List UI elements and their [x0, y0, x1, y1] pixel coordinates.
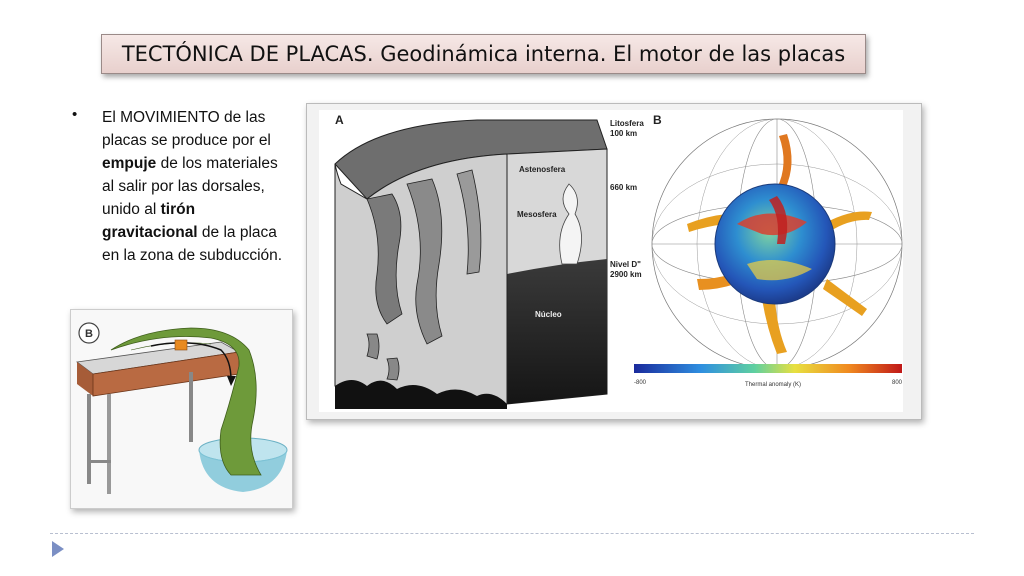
- colorbar-min: -800: [634, 380, 647, 386]
- table-leg-2: [107, 394, 111, 494]
- thermal-colorbar: [634, 364, 902, 373]
- footer-divider: [50, 533, 974, 534]
- label-660-km: 660 km: [610, 183, 638, 192]
- panel-a-label: A: [335, 113, 344, 127]
- weight-block: [175, 340, 187, 350]
- label-nivel-d: Nivel D": [610, 260, 641, 269]
- label-nivel-d-depth: 2900 km: [610, 270, 642, 279]
- core-region: [507, 259, 607, 404]
- table-leg-3: [189, 372, 193, 442]
- label-litosfera: Litosfera: [610, 119, 644, 128]
- bullet-text-1: El MOVIMIENTO de las placas se produce por el: [102, 109, 271, 149]
- bullet-bold-empuje: empuje: [102, 155, 157, 172]
- towel-table-image: [71, 310, 292, 508]
- figure-badge-label: B: [85, 328, 93, 340]
- bullet-text-2: de los materiales al salir por las dorsales, unido al: [102, 155, 278, 218]
- slide-title-box: [101, 34, 866, 74]
- bullet-item: [102, 106, 287, 267]
- bullet-text-3: de la placa en la zona de subducción.: [102, 224, 283, 264]
- colorbar-label: Thermal anomaly (K): [745, 382, 802, 388]
- label-nucleo: Núcleo: [535, 310, 562, 319]
- bullet-bold-tiron: tirón gravitacional: [102, 201, 198, 241]
- label-mesosfera: Mesosfera: [517, 210, 557, 219]
- towel-table-figure: [70, 309, 293, 509]
- mantle-convection-figure: [306, 103, 922, 420]
- slide-arrow-icon: [52, 541, 64, 557]
- label-litosfera-depth: 100 km: [610, 129, 638, 138]
- table-leg-1: [87, 394, 91, 484]
- bullet-list: [72, 106, 287, 267]
- slide-title: TECTÓNICA DE PLACAS. Geodinámica interna. El motor de las placas: [121, 42, 846, 66]
- mantle-convection-image: [307, 104, 921, 419]
- bullet-marker: •: [72, 106, 78, 123]
- label-astenosfera: Astenosfera: [519, 165, 566, 174]
- colorbar-max: 800: [892, 380, 903, 386]
- block-diagram: [335, 113, 644, 409]
- panel-b-label: B: [653, 113, 662, 127]
